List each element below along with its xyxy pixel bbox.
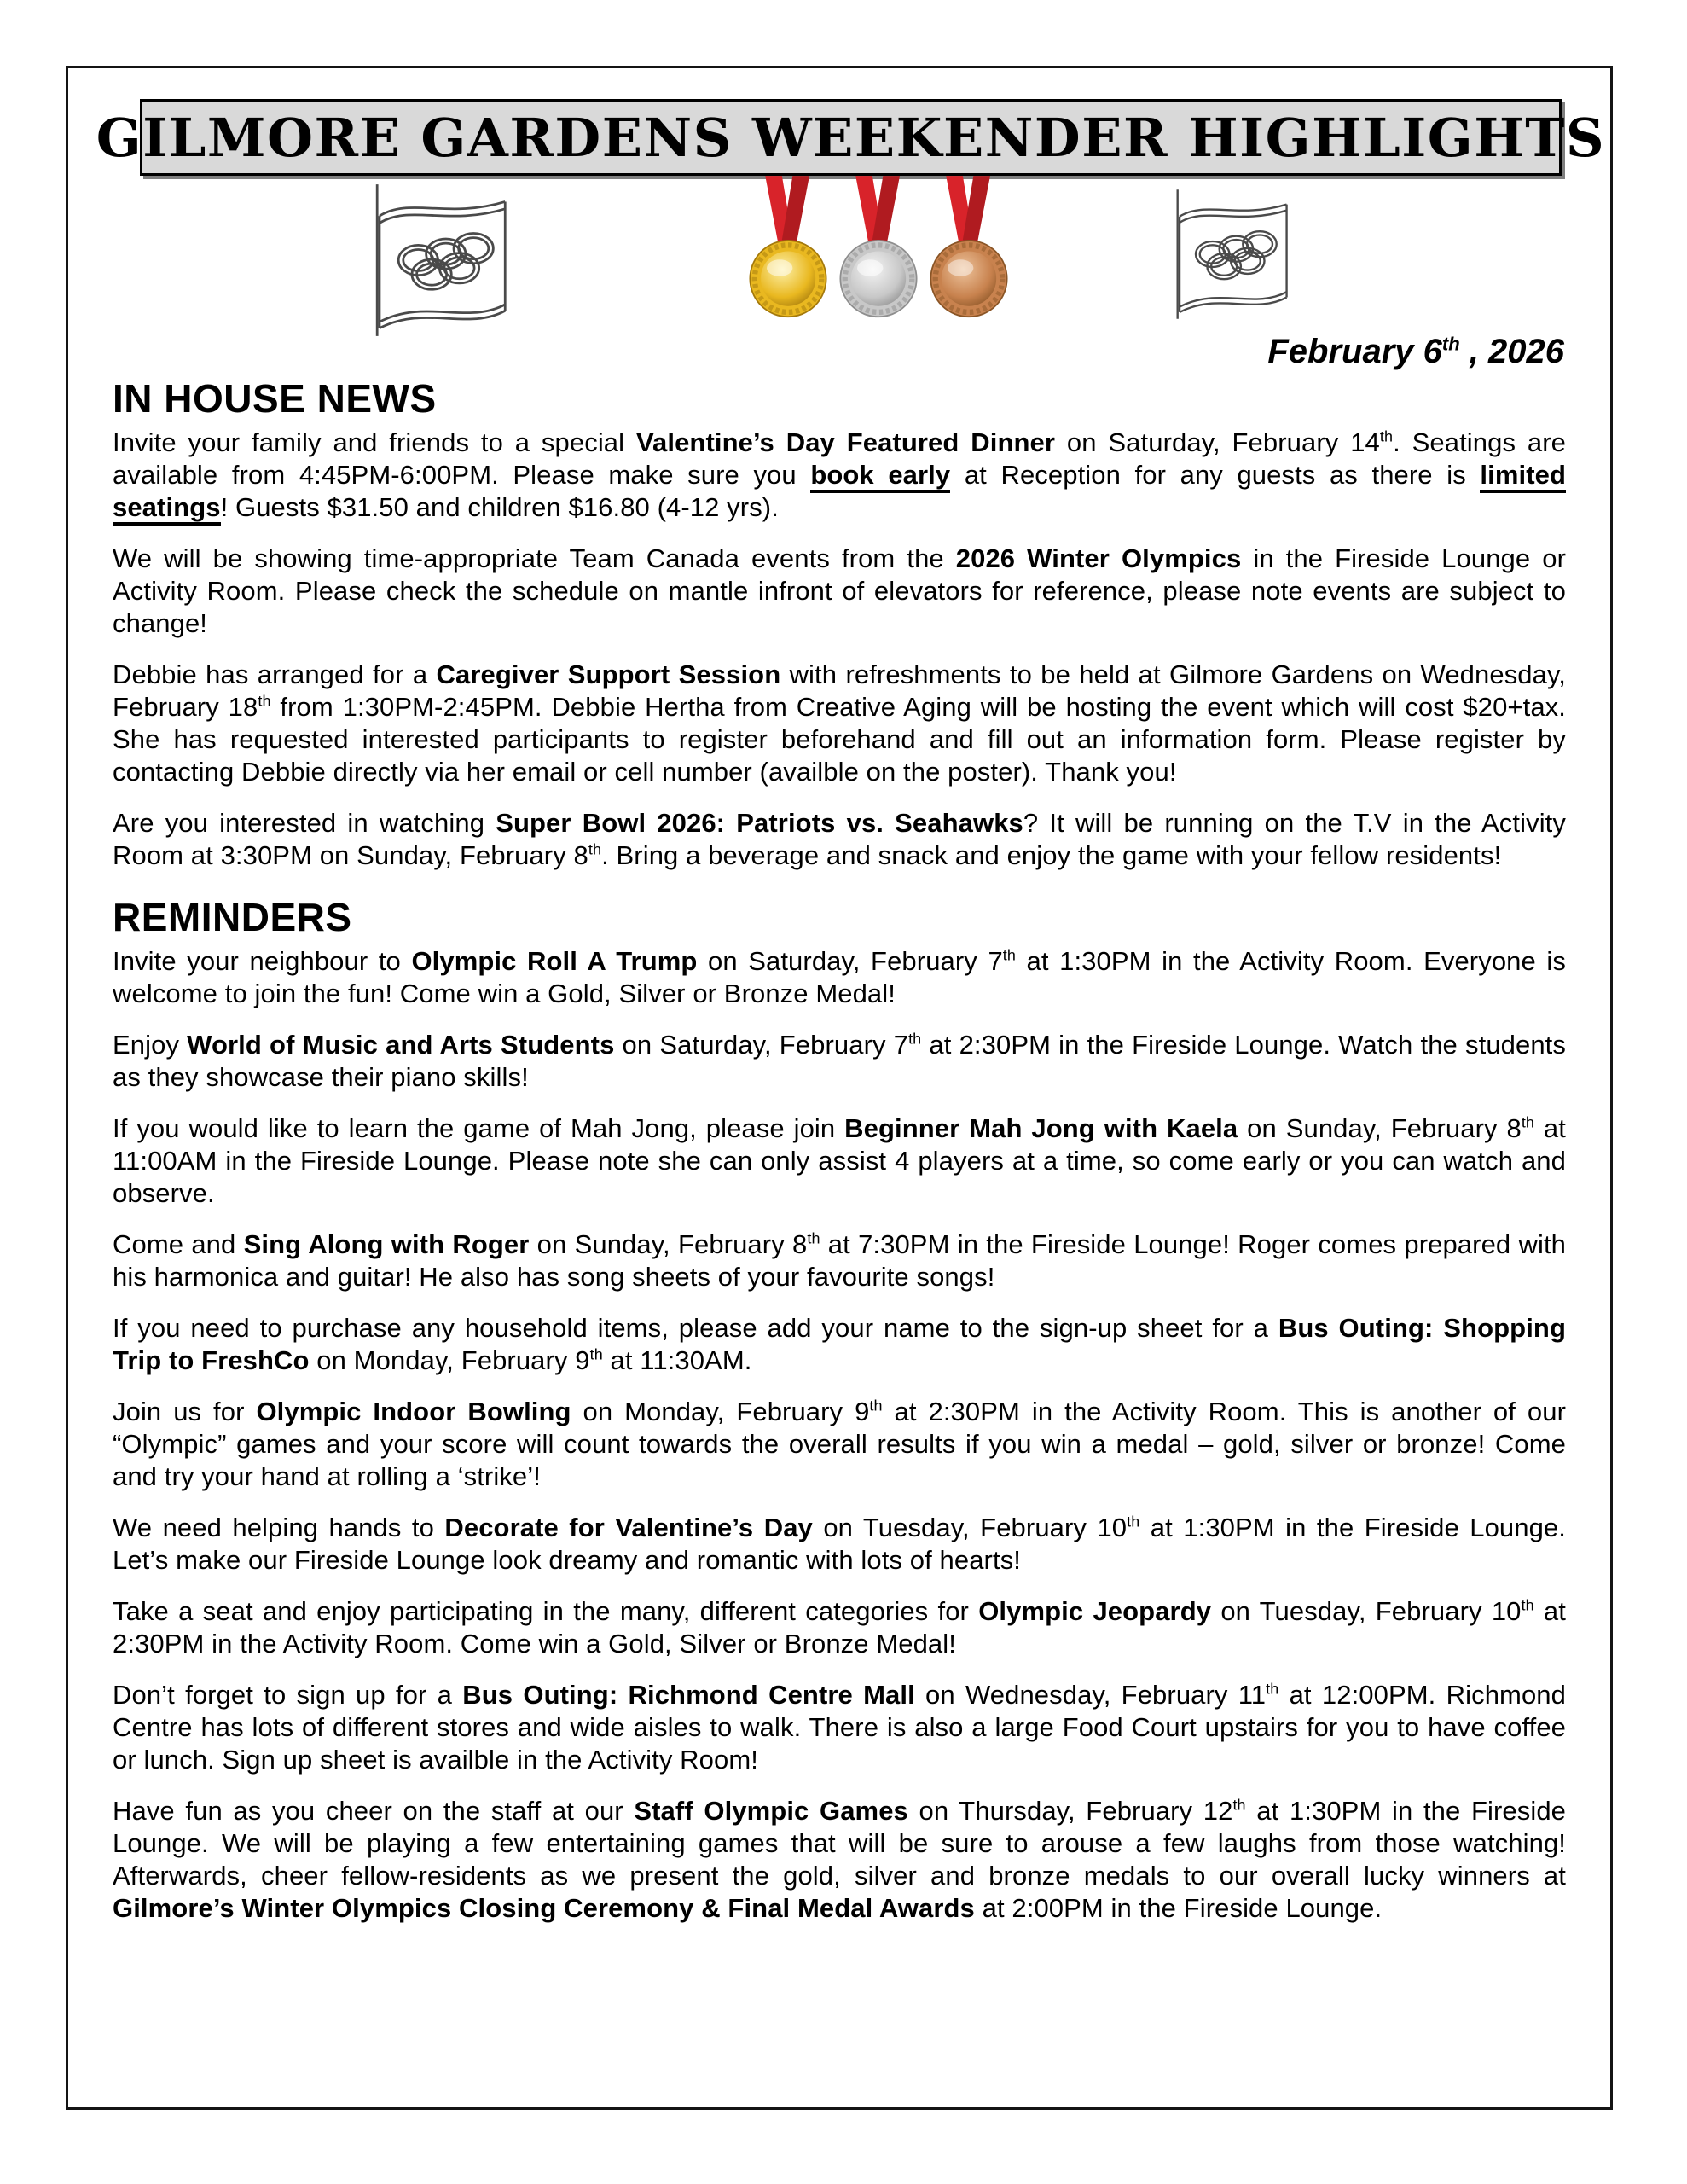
paragraph <box>113 1512 1566 1577</box>
text-run: th <box>1127 1513 1140 1531</box>
text-run: book early <box>810 460 950 493</box>
paragraph <box>113 1795 1566 1925</box>
text-run: th <box>588 840 602 858</box>
text-run: th <box>589 1345 603 1363</box>
text-run: Debbie has arranged for a <box>113 659 437 689</box>
text-run: Olympic Indoor Bowling <box>256 1397 571 1426</box>
text-run: at 7:30PM in the Fireside Lounge! Roger comes prepared with his harmonica and guitar! He also has song sheets of your favourite songs! <box>113 1229 1567 1292</box>
text-run: at 12:00PM. Richmond Centre has lots of different stores and wide aisles to walk. There is also a large Food Court upstairs for you to have coffee or lunch. Sign up sheet is availble in the Activity Room! <box>113 1680 1566 1774</box>
text-run: Take a seat and enjoy participating in the many, different categories for <box>113 1596 979 1626</box>
text-run: If you would like to learn the game of Mah Jong, please join <box>113 1113 845 1143</box>
text-run: th <box>908 1030 922 1048</box>
text-run: th <box>1232 1796 1246 1814</box>
text-run: th <box>869 1397 883 1414</box>
text-run: at 2:30PM in the Activity Room. Come win a Gold, Silver or Bronze Medal! <box>113 1596 1566 1658</box>
section-heading-reminders: REMINDERS <box>113 895 352 939</box>
text-run: at 2:00PM in the Fireside Lounge. <box>974 1893 1383 1923</box>
text-run: on Sunday, February 8 <box>529 1229 808 1259</box>
text-run: Sing Along with Roger <box>243 1229 530 1259</box>
paragraph <box>113 1112 1566 1210</box>
text-run: Enjoy <box>113 1030 188 1060</box>
text-run: Valentine’s Day Featured Dinner <box>635 427 1056 457</box>
paragraph <box>113 1679 1566 1776</box>
text-run: on Wednesday, February 11 <box>914 1680 1267 1710</box>
text-run: on Saturday, February 7 <box>614 1030 909 1060</box>
text-run: If you need to purchase any household items, please add your name to the sign-up sheet for a <box>113 1313 1278 1343</box>
text-run: Olympic Jeopardy <box>978 1596 1212 1626</box>
text-run: Beginner Mah Jong with Kaela <box>844 1113 1238 1143</box>
text-run: ! Guests $31.50 and children $16.80 (4-12 yrs). <box>220 492 779 522</box>
text-run: on Tuesday, February 10 <box>1211 1596 1522 1626</box>
text-run: at 2:30PM in the Fireside Lounge. Watch the students as they showcase their piano skills! <box>113 1030 1566 1092</box>
text-run: Decorate for Valentine’s Day <box>444 1513 813 1542</box>
text-run: at 1:30PM in the Fireside Lounge. Let’s make our Fireside Lounge look dreamy and romantic with lots of hearts! <box>113 1513 1566 1575</box>
silver-medal-icon <box>836 176 921 319</box>
text-run: on Thursday, February 12 <box>907 1796 1233 1826</box>
text-run: th <box>1521 1113 1535 1131</box>
text-run: at 1:30PM in the Fireside Lounge. We will be playing a few entertaining games that will be sure to arouse a few laughs from those watching! Afterwards, cheer fellow-residents as we present the gold, silver and bronze medals to our overall lucky winners at <box>113 1796 1567 1891</box>
text-run: Come and <box>113 1229 244 1259</box>
newsletter-content <box>113 333 1566 1925</box>
issue-date-ordinal: th <box>1441 333 1460 355</box>
text-run: at Reception for any guests as there is <box>950 460 1481 490</box>
page-border-frame <box>66 66 1613 2110</box>
text-run: . Seatings are available from 4:45PM-6:00PM. Please make sure you <box>113 427 1566 490</box>
text-run: th <box>1266 1680 1279 1698</box>
text-run: on Monday, February 9 <box>571 1397 870 1426</box>
gold-medal-icon <box>745 176 831 319</box>
newsletter-body <box>113 377 1566 1925</box>
text-run: on Saturday, February 14 <box>1055 427 1380 457</box>
olympic-flag-icon <box>368 181 519 340</box>
text-run: th <box>1521 1596 1534 1614</box>
text-run: limited seatings <box>113 460 1566 526</box>
text-run: with refreshments to be held at Gilmore Gardens on Wednesday, February 18 <box>113 659 1566 722</box>
text-run: at 2:30PM in the Activity Room. This is another of our “Olympic” games and your score will count towards the overall results if you win a medal – gold, silver or bronze! Come and try your hand at rolling a ‘strike’! <box>113 1397 1566 1491</box>
newsletter-title: GILMORE GARDENS WEEKENDER HIGHLIGHTS <box>96 106 1606 169</box>
medals-icon <box>745 176 1012 319</box>
text-run: on Saturday, February 7 <box>697 946 1003 976</box>
bronze-medal-icon <box>926 176 1012 319</box>
text-run: in the Fireside Lounge or Activity Room. Please check the schedule on mantle infront of elevators for reference, please note events are subject to change! <box>113 543 1566 638</box>
text-run: Invite your neighbour to <box>113 946 412 976</box>
text-run: th <box>1379 427 1394 445</box>
paragraph <box>113 1595 1566 1660</box>
issue-date-text: February 6 <box>1267 333 1442 370</box>
text-run: th <box>258 692 271 710</box>
text-run: Staff Olympic Games <box>634 1796 908 1826</box>
text-run: World of Music and Arts Students <box>187 1030 615 1060</box>
text-run: We will be showing time-appropriate Team Canada events from the <box>113 543 956 573</box>
text-run: Olympic Roll A Trump <box>411 946 698 976</box>
text-run: Have fun as you cheer on the staff at our <box>113 1796 635 1826</box>
text-run: . Bring a beverage and snack and enjoy the game with your fellow residents! <box>601 840 1502 870</box>
paragraph <box>113 1396 1566 1493</box>
newsletter-title-banner <box>96 99 1606 176</box>
text-run: Gilmore’s Winter Olympics Closing Ceremony & Final Medal Awards <box>113 1893 975 1923</box>
header-art-row <box>68 176 1610 333</box>
text-run: Caregiver Support Session <box>436 659 781 689</box>
text-run: ? It will be running on the T.V in the Activity Room at 3:30PM on Sunday, February 8 <box>113 808 1566 870</box>
text-run: at 11:30AM. <box>602 1345 752 1375</box>
olympic-flag-icon <box>1170 179 1298 329</box>
paragraph <box>113 1029 1566 1094</box>
paragraph <box>113 1312 1566 1377</box>
text-run: Don’t forget to sign up for a <box>113 1680 463 1710</box>
text-run: Join us for <box>113 1397 257 1426</box>
paragraph <box>113 1228 1566 1293</box>
issue-date <box>113 333 1564 370</box>
paragraph <box>113 427 1566 524</box>
text-run: on Tuesday, February 10 <box>812 1513 1128 1542</box>
text-run: th <box>1002 946 1016 964</box>
text-run: at 11:00AM in the Fireside Lounge. Please note she can only assist 4 players at a time, so come early or you can watch and observe. <box>113 1113 1566 1208</box>
text-run: on Monday, February 9 <box>309 1345 590 1375</box>
text-run: We need helping hands to <box>113 1513 445 1542</box>
text-run: at 1:30PM in the Activity Room. Everyone is welcome to join the fun! Come win a Gold, Silver or Bronze Medal! <box>113 946 1566 1008</box>
section-heading-in-house-news: IN HOUSE NEWS <box>113 376 437 421</box>
paragraph <box>113 543 1566 640</box>
text-run: Bus Outing: Richmond Centre Mall <box>462 1680 915 1710</box>
paragraph <box>113 659 1566 788</box>
text-run: from 1:30PM-2:45PM. Debbie Hertha from Creative Aging will be hosting the event which will cost $20+tax. She has requested interested participants to register beforehand and fill out an information form. Please register by contacting Debbie directly via her email or cell number (availble on the poster). Thank you! <box>113 692 1566 787</box>
text-run: Bus Outing: Shopping Trip to FreshCo <box>113 1313 1566 1375</box>
paragraph <box>113 945 1566 1010</box>
issue-date-year: , 2026 <box>1459 333 1564 370</box>
paragraph <box>113 807 1566 872</box>
text-run: Are you interested in watching <box>113 808 496 838</box>
text-run: Invite your family and friends to a special <box>113 427 636 457</box>
text-run: 2026 Winter Olympics <box>955 543 1242 573</box>
text-run: Super Bowl 2026: Patriots vs. Seahawks <box>496 808 1023 838</box>
text-run: th <box>807 1229 820 1247</box>
text-run: on Sunday, February 8 <box>1238 1113 1522 1143</box>
